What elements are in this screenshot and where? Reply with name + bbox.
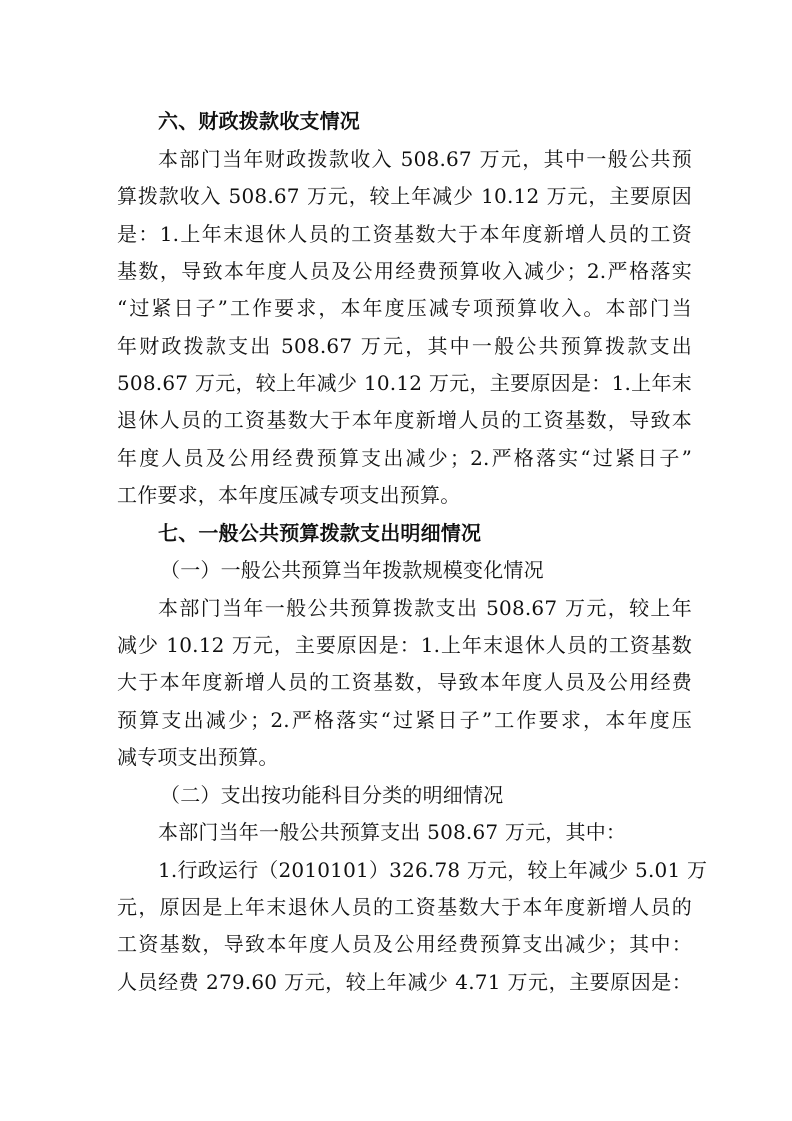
paragraph-line: 人员经费 279.60 万元，较上年减少 4.71 万元，主要原因是： xyxy=(117,970,692,994)
paragraph-line: 元，原因是上年末退休人员的工资基数大于本年度新增人员的 xyxy=(117,895,692,919)
paragraph-line: 本部门当年一般公共预算拨款支出 508.67 万元，较上年 xyxy=(158,596,692,620)
paragraph-line: 年度人员及公用经费预算支出减少；2.严格落实“过紧日子” xyxy=(117,446,692,470)
section-heading-7: 七、一般公共预算拨款支出明细情况 xyxy=(158,521,482,545)
paragraph-line: 基数，导致本年度人员及公用经费预算收入减少；2.严格落实 xyxy=(117,259,692,283)
paragraph-line: 预算支出减少；2.严格落实“过紧日子”工作要求，本年度压 xyxy=(117,708,692,732)
paragraph-line: 工资基数，导致本年度人员及公用经费预算支出减少；其中： xyxy=(117,932,692,956)
paragraph-line: “过紧日子”工作要求，本年度压减专项预算收入。本部门当 xyxy=(117,296,692,320)
paragraph-line: 大于本年度新增人员的工资基数，导致本年度人员及公用经费 xyxy=(117,670,692,694)
paragraph-line: 本部门当年财政拨款收入 508.67 万元，其中一般公共预 xyxy=(158,147,692,171)
paragraph-line: 年财政拨款支出 508.67 万元，其中一般公共预算拨款支出 xyxy=(117,334,692,358)
paragraph-line: 减专项支出预算。 xyxy=(117,745,279,769)
paragraph-line: 减少 10.12 万元，主要原因是：1.上年末退休人员的工资基数 xyxy=(117,633,692,657)
section-heading-6: 六、财政拨款收支情况 xyxy=(158,109,360,133)
subsection-heading-2: （二）支出按功能科目分类的明细情况 xyxy=(160,783,504,807)
paragraph-line: 本部门当年一般公共预算支出 508.67 万元，其中： xyxy=(158,820,627,844)
paragraph-line: 退休人员的工资基数大于本年度新增人员的工资基数，导致本 xyxy=(117,408,692,432)
paragraph-line: 508.67 万元，较上年减少 10.12 万元，主要原因是：1.上年末 xyxy=(117,371,692,395)
subsection-heading-1: （一）一般公共预算当年拨款规模变化情况 xyxy=(160,558,544,582)
paragraph-line: 是：1.上年末退休人员的工资基数大于本年度新增人员的工资 xyxy=(117,222,692,246)
paragraph-line: 算拨款收入 508.67 万元，较上年减少 10.12 万元，主要原因 xyxy=(117,184,692,208)
paragraph-line: 1.行政运行（2010101）326.78 万元，较上年减少 5.01 万 xyxy=(158,858,708,882)
paragraph-line: 工作要求，本年度压减专项支出预算。 xyxy=(117,483,461,507)
